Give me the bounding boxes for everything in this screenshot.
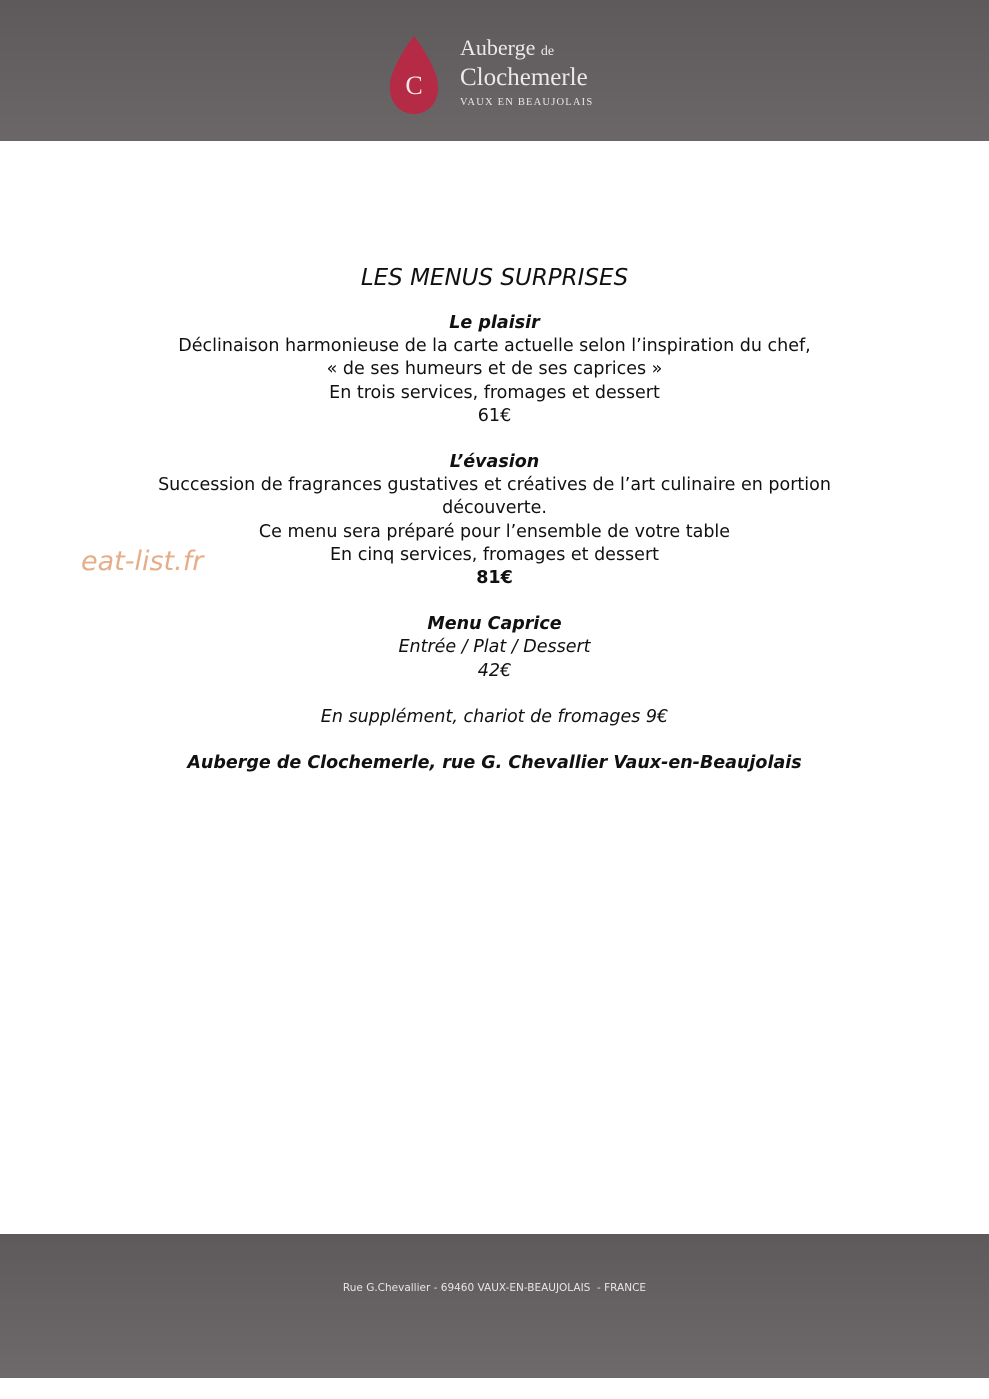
logo-letter: C [405, 71, 423, 100]
menu-name: Le plaisir [449, 313, 540, 333]
menu-name: Menu Caprice [427, 614, 562, 635]
menu-description-line: Entrée / Plat / Dessert [398, 637, 591, 658]
header-bar [0, 0, 989, 141]
menu-description-line: « de ses humeurs et de ses caprices » [326, 359, 663, 380]
brand-name [460, 36, 593, 108]
restaurant-address: Auberge de Clochemerle, rue G. Chevallier Vaux-en-Beaujolais [187, 753, 802, 774]
supplement-note: En supplément, chariot de fromages 9€ [320, 706, 669, 727]
menu-name: L’évasion [449, 452, 540, 473]
footer-bar [0, 1234, 989, 1378]
footer-address: Rue G.Chevallier - 69460 VAUX-EN-BEAUJOLAIS - FRANCE [342, 1282, 647, 1294]
brand-line2: Clochemerle [460, 64, 588, 91]
page-title: LES MENUS SURPRISES [360, 265, 629, 291]
menu-price: 81€ [476, 568, 513, 589]
menu-content [100, 262, 889, 775]
menu-price: 61€ [477, 405, 512, 426]
menu-price: 42€ [477, 660, 512, 681]
menu-evasion [100, 451, 889, 590]
menu-description-line: découverte. [442, 498, 547, 519]
menu-plaisir [100, 312, 889, 428]
menu-description-line: Déclinaison harmonieuse de la carte actuelle selon l’inspiration du chef, [178, 336, 811, 357]
menu-description-line: Succession de fragrances gustatives et créatives de l’art culinaire en portion [158, 475, 831, 496]
menu-description-line: En trois services, fromages et dessert [329, 382, 660, 403]
wine-drop-logo-icon [384, 34, 444, 116]
menu-caprice [100, 613, 889, 683]
brand-line1: Auberge [460, 35, 536, 60]
watermark: eat-list.fr [81, 546, 204, 577]
menu-description-line: En cinq services, fromages et dessert [329, 544, 659, 565]
brand-location: VAUX EN BEAUJOLAIS [460, 97, 594, 108]
menu-description-line: Ce menu sera préparé pour l’ensemble de votre table [258, 521, 731, 542]
brand-de: de [540, 44, 555, 59]
